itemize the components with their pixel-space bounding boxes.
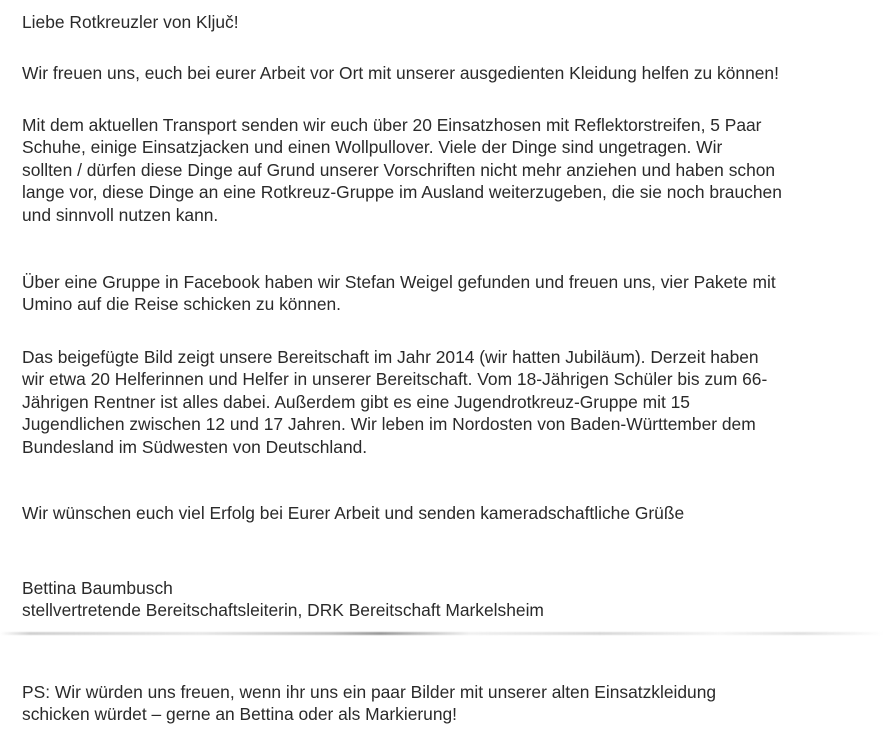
text-line: Jugendlichen zwischen 12 und 17 Jahren. Wir leben im Nordosten von Baden-Württember dem: [22, 414, 756, 435]
text-line: Bundesland im Südwesten von Deutschland.: [22, 436, 368, 457]
signature-role: stellvertretende Bereitschaftsleiterin, DRK Bereitschaft Markelsheim: [22, 600, 544, 621]
text-line: Jährigen Rentner ist alles dabei. Außerdem gibt es eine Jugendrotkreuz-Gruppe mit 15: [22, 391, 690, 412]
text-line: lange vor, diese Dinge an eine Rotkreuz-Gruppe im Ausland weiterzugeben, die sie noch brauchen: [22, 182, 782, 203]
text-line: wir etwa 20 Helferinnen und Helfer in unserer Bereitschaft. Vom 18-Jährigen Schüler bis zum 66-: [22, 369, 768, 390]
text-line: Über eine Gruppe in Facebook haben wir Stefan Weigel gefunden und freuen uns, vier Pakete mit: [22, 272, 776, 292]
text-line: sollten / dürfen diese Dinge auf Grund unserer Vorschriften nicht mehr anziehen und haben schon: [22, 159, 776, 180]
text-line: Schuhe, einige Einsatzjacken und einen Wollpullover. Viele der Dinge sind ungetragen. Wir: [22, 137, 723, 158]
text-line: Das beigefügte Bild zeigt unsere Bereitschaft im Jahr 2014 (wir hatten Jubiläum). Derzeit haben: [22, 347, 759, 367]
text-line: Wir wünschen euch viel Erfolg bei Eurer Arbeit und senden kameradschaftliche Grüße: [22, 503, 685, 523]
signature-name: Bettina Baumbusch: [22, 578, 173, 598]
text-line: Mit dem aktuellen Transport senden wir euch über 20 Einsatzhosen mit Reflektorstreifen, 5 Paar: [22, 115, 762, 135]
paragraph-thanks: [22, 62, 877, 84]
greeting: Liebe Rotkreuzler von Ključ!: [22, 12, 239, 32]
paragraph-transport: [22, 114, 877, 226]
scan-artifact-line: [0, 632, 884, 635]
paragraph-closing: [22, 502, 877, 524]
text-line: Wir freuen uns, euch bei eurer Arbeit vor Ort mit unserer ausgedienten Kleidung helfen zu können!: [22, 63, 779, 83]
postscript: [22, 681, 877, 726]
text-line: schicken würdet – gerne an Bettina oder als Markierung!: [22, 704, 458, 725]
text-line: und sinnvoll nutzen kann.: [22, 204, 219, 225]
paragraph-about-group: [22, 346, 877, 458]
paragraph-facebook: [22, 271, 877, 316]
signature: [22, 577, 877, 622]
text-line: Umino auf die Reise schicken zu können.: [22, 294, 342, 315]
text-line: PS: Wir würden uns freuen, wenn ihr uns ein paar Bilder mit unserer alten Einsatzkleidung: [22, 682, 717, 702]
